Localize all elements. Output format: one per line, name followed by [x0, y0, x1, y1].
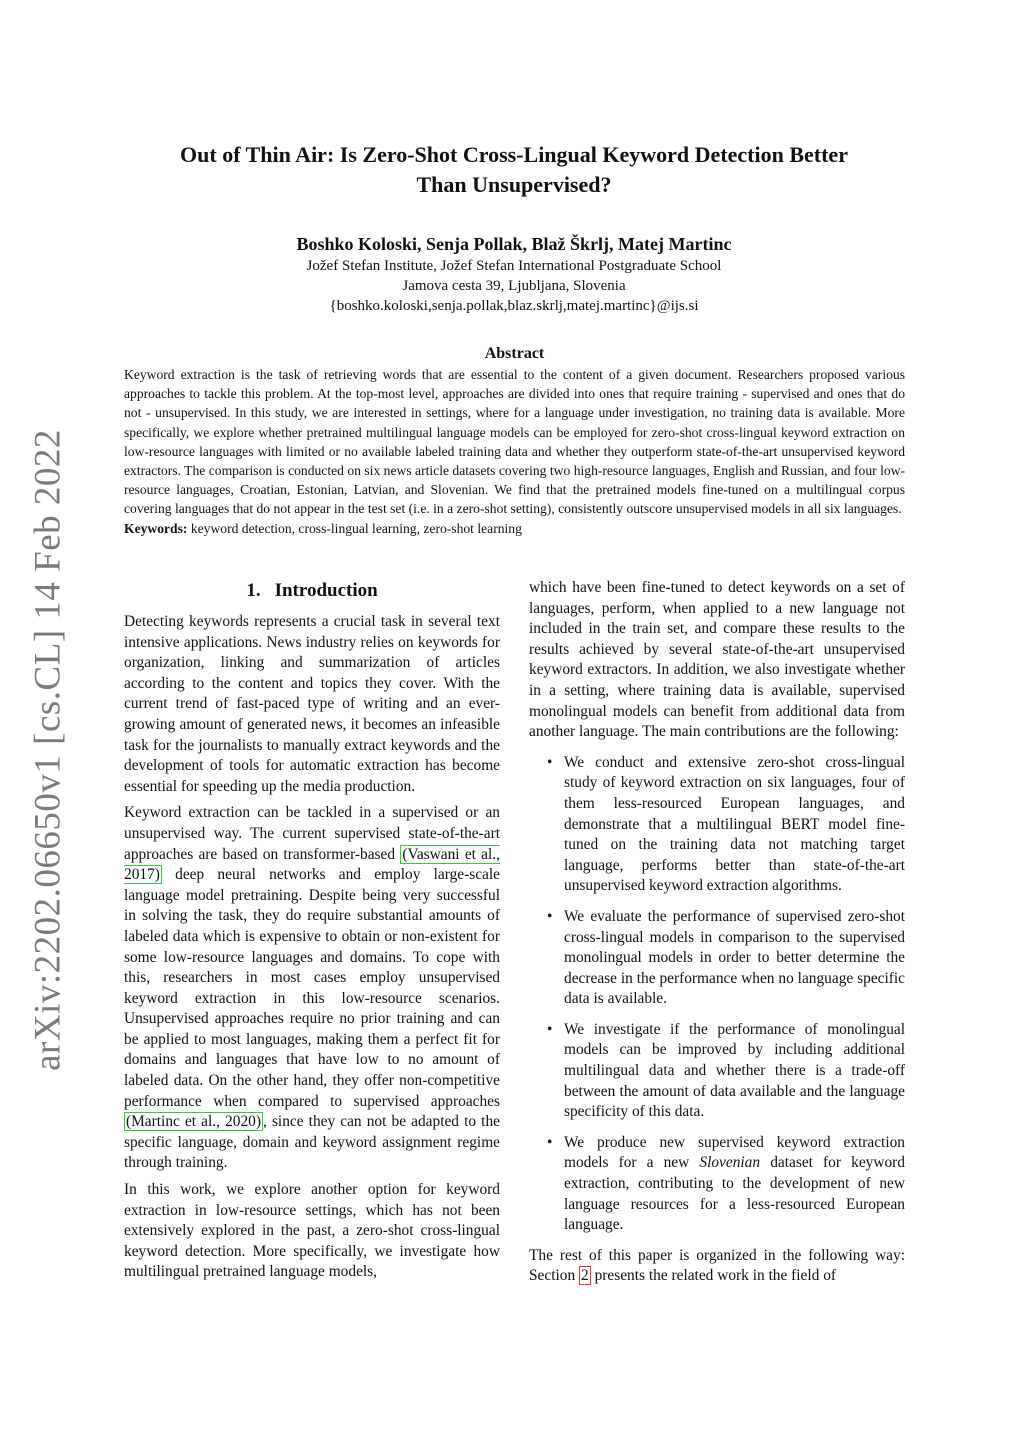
section-heading	[124, 578, 500, 604]
paragraph-text: presents the related work in the field of	[590, 1267, 837, 1285]
contributions-list	[529, 753, 905, 1236]
section-number: 1.	[246, 580, 261, 601]
abstract-heading: Abstract	[484, 345, 545, 362]
intro-paragraph-3: In this work, we explore another option for keyword extraction in low-resource settings, which has not been extensively explored in the past, a zero-shot cross-lingual keyword detection. More specifically, we investigate how multilingual pretrained language models,	[124, 1181, 500, 1281]
contribution-item	[529, 1020, 905, 1123]
author-address: Jamova cesta 39, Ljubljana, Slovenia	[402, 278, 626, 294]
section-title: Introduction	[274, 580, 378, 601]
citation-link-vaswani[interactable]: (Vaswani et al., 2017)	[124, 845, 500, 884]
bullet-icon: •	[547, 907, 553, 925]
citation-link-martinc[interactable]: (Martinc et al., 2020)	[126, 1113, 261, 1131]
keywords-text: keyword detection, cross-lingual learning, zero-shot learning	[190, 520, 522, 536]
arxiv-stamp-text: arXiv:2202.06650v1 [cs.CL] 14 Feb 2022	[27, 429, 69, 1071]
author-emails: {boshko.koloski,senja.pollak,blaz.skrlj,matej.martinc}@ijs.si	[329, 298, 699, 314]
contribution-emphasis: Slovenian	[699, 1154, 761, 1172]
intro-paragraph-1: Detecting keywords represents a crucial task in several text intensive applications. News industry relies on keywords for organization, linking and summarization of articles according to the content and topics they cover. With the current trend of fast-paced type of writing and an ever-growing amount of generated news, it becomes an infeasible task for the journalists to manually extract keywords and the development of tools for automatic extraction has become essential for speeding up the media production.	[124, 613, 500, 795]
contribution-item	[529, 907, 905, 1010]
contribution-text: We produce new supervised keyword extraction models for a new	[564, 1133, 905, 1172]
author-block	[120, 232, 908, 316]
intro-paragraph-4: which have been fine-tuned to detect keywords on a set of languages, perform, when applied to a new language not included in the train set, and compare these results to the results achieved by several state-of-the-art unsupervised keyword extractors. In addition, we also investigate whether in a setting, where training data is available, supervised monolingual models can benefit from additional data from another language. The main contributions are the following:	[529, 579, 905, 741]
paper-title-line-1: Out of Thin Air: Is Zero-Shot Cross-Lingual Keyword Detection Better	[180, 142, 848, 167]
paragraph-text: , since they can not be adapted to the specific language, domain and keyword assignment regime through training.	[124, 1113, 500, 1172]
bullet-icon: •	[547, 1020, 553, 1038]
contribution-text: We evaluate the performance of supervised zero-shot cross-lingual models in comparison to the supervised monolingual models in order to better determine the decrease in the performance when no language specific data is available.	[564, 907, 905, 1008]
section-ref-link[interactable]: 2	[581, 1267, 589, 1285]
abstract-body: Keyword extraction is the task of retrieving words that are essential to the content of a given document. Researchers proposed various approaches to tackle this problem. At the top-most level, approaches are divided into ones that require training - supervised and ones that do not - unsupervised. In this study, we are interested in settings, where for a language under investigation, no training data is available. More specifically, we explore whether pretrained multilingual language models can be employed for zero-shot cross-lingual keyword extraction on low-resource languages with limited or no available labeled training data and whether they outperform state-of-the-art unsupervised keyword extractors. The comparison is conducted on six news article datasets covering two high-resource languages, English and Russian, and four low-resource languages, Croatian, Estonian, Latvian, and Slovenian. We find that the pretrained models fine-tuned on a multilingual corpus covering languages that do not appear in the test set (i.e. in a zero-shot setting), consistently outscore unsupervised models in all six languages.	[124, 367, 905, 517]
keywords-label: Keywords:	[124, 520, 188, 536]
paper-title-line-2: Than Unsupervised?	[416, 172, 612, 197]
abstract	[124, 343, 905, 538]
contribution-text: We investigate if the performance of monolingual models can be improved by including additional multilingual data and whether there is a trade-off between the amount of data available and the language specificity of this data.	[564, 1020, 905, 1121]
right-column	[529, 578, 905, 1293]
paragraph-text: The rest of this paper is organized in the following way: Section	[529, 1246, 905, 1285]
contribution-text: We conduct and extensive zero-shot cross-lingual study of keyword extraction on six languages, four of them less-resourced European languages, and demonstrate that a multilingual BERT model fine-tuned on the training data not matching target language, performs better than state-of-the-art unsupervised keyword extraction algorithms.	[564, 753, 905, 895]
paragraph-text: deep neural networks and employ large-scale language model pretraining. Despite being very successful in solving the task, they do require substantial amounts of labeled data which is expensive to obtain or non-existent for some low-resource languages and domains. To cope with this, researchers in most cases employ unsupervised keyword extraction in this low-resource scenarios. Unsupervised approaches require no prior training and can be applied to most languages, making them a perfect fit for domains and languages that have low to no amount of labeled data. On the other hand, they offer non-competitive performance when compared to supervised approaches	[124, 866, 500, 1110]
contribution-item	[529, 1133, 905, 1236]
paragraph-text: Keyword extraction can be tackled in a supervised or an unsupervised way. The current supervised state-of-the-art approaches are based on transformer-based	[124, 804, 500, 863]
intro-paragraph-2	[124, 803, 500, 1174]
contribution-item	[529, 753, 905, 897]
bullet-icon: •	[547, 753, 553, 771]
author-names: Boshko Koloski, Senja Pollak, Blaž Škrlj, Matej Martinc	[296, 234, 732, 254]
arxiv-stamp	[8, 429, 88, 1071]
intro-paragraph-5	[529, 1246, 905, 1287]
contribution-text: dataset for keyword extraction, contributing to the development of new language resources for a less-resourced European language.	[564, 1154, 905, 1234]
author-affiliation: Jožef Stefan Institute, Jožef Stefan International Postgraduate School	[306, 258, 722, 274]
keywords-row	[124, 519, 905, 538]
bullet-icon: •	[547, 1133, 553, 1151]
left-column	[124, 578, 500, 1289]
paper-title	[120, 140, 908, 200]
